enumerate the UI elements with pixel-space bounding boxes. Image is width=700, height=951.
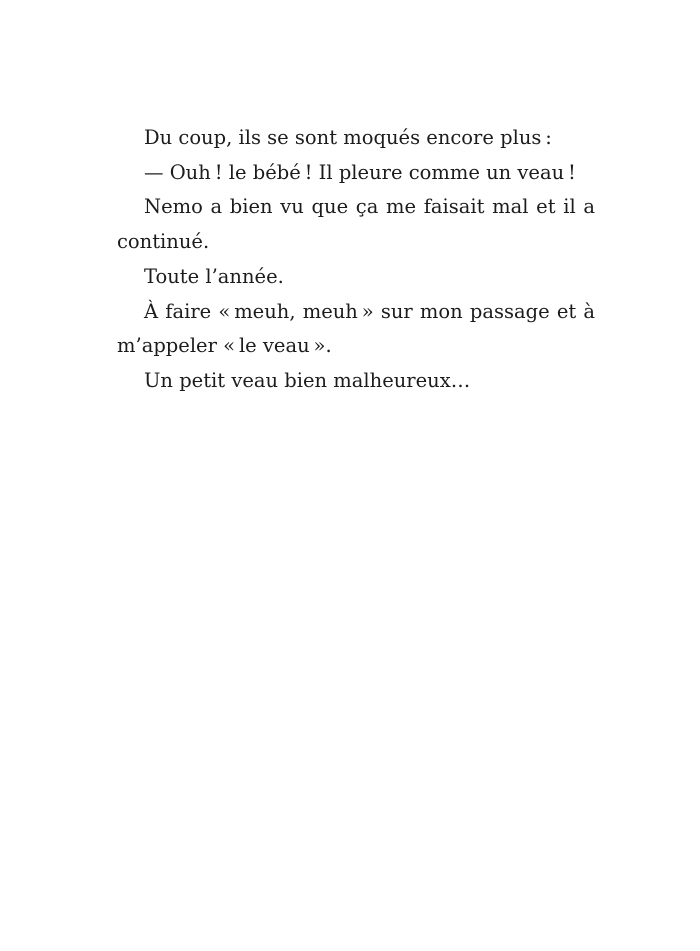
paragraph: Du coup, ils se sont moqués encore plus : [144, 126, 552, 149]
paragraph: — Ouh ! le bébé ! Il pleure comme un veau ! [144, 160, 576, 184]
paragraph: Un petit veau bien malheureux… [144, 368, 471, 392]
paragraph: À faire « meuh, meuh » sur mon passage et à m’appeler « le veau ». [117, 299, 595, 358]
paragraph: Toute l’année. [144, 264, 284, 288]
paragraph: Nemo a bien vu que ça me faisait mal et il a continué. [117, 195, 595, 254]
page-text [117, 121, 595, 399]
